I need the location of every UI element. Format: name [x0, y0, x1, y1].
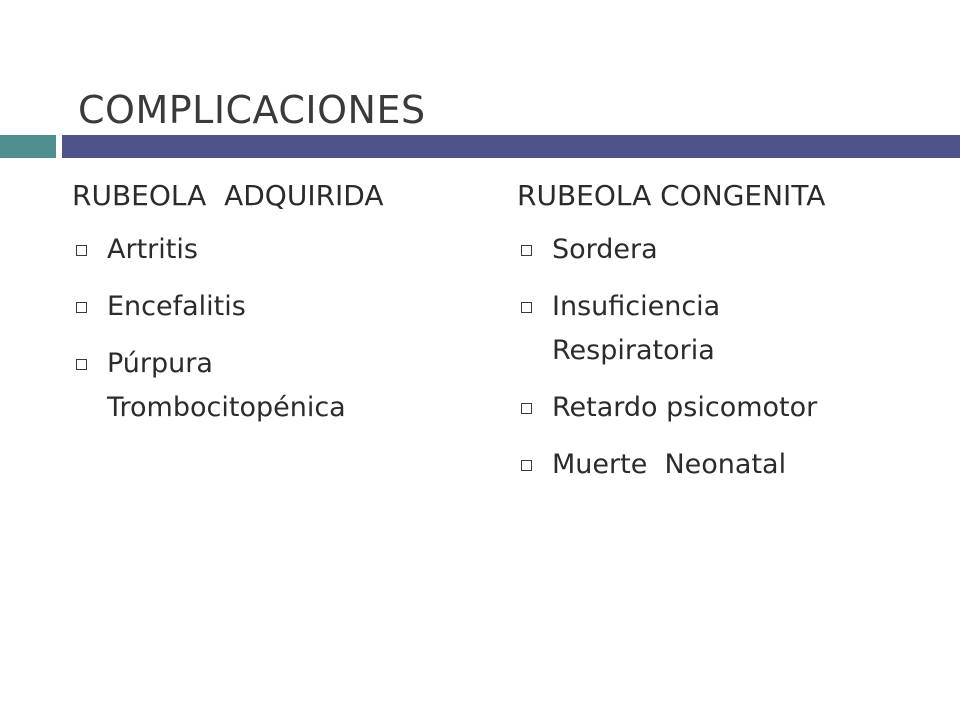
- title-accent-bar: [0, 135, 56, 158]
- list-item-label: Púrpura Trombocitopénica: [107, 348, 346, 423]
- right-bullet-list: [517, 228, 937, 487]
- right-column-heading: RUBEOLA CONGENITA: [517, 179, 826, 212]
- list-item: [517, 228, 937, 272]
- slide-title: COMPLICACIONES: [78, 88, 426, 132]
- list-item: [72, 228, 472, 272]
- left-column: [72, 176, 472, 443]
- square-bullet-icon: [521, 460, 532, 471]
- list-item: [72, 342, 437, 430]
- square-bullet-icon: [521, 245, 532, 256]
- title-underline-bar: [62, 135, 960, 158]
- right-column: [517, 176, 937, 500]
- list-item-label: Sordera: [552, 234, 658, 265]
- list-item: [72, 285, 472, 329]
- list-item-label: Muerte Neonatal: [552, 449, 787, 480]
- list-item-label: Insuficiencia Respiratoria: [552, 291, 721, 366]
- list-item-label: Retardo psicomotor: [552, 392, 818, 423]
- square-bullet-icon: [76, 302, 87, 313]
- list-item: [517, 443, 937, 487]
- list-item-label: Artritis: [107, 234, 198, 265]
- list-item-label: Encefalitis: [107, 291, 246, 322]
- square-bullet-icon: [76, 245, 87, 256]
- square-bullet-icon: [76, 359, 87, 370]
- left-column-heading: RUBEOLA ADQUIRIDA: [72, 179, 384, 212]
- list-item: [517, 285, 812, 373]
- square-bullet-icon: [521, 302, 532, 313]
- left-bullet-list: [72, 228, 472, 430]
- square-bullet-icon: [521, 403, 532, 414]
- list-item: [517, 386, 937, 430]
